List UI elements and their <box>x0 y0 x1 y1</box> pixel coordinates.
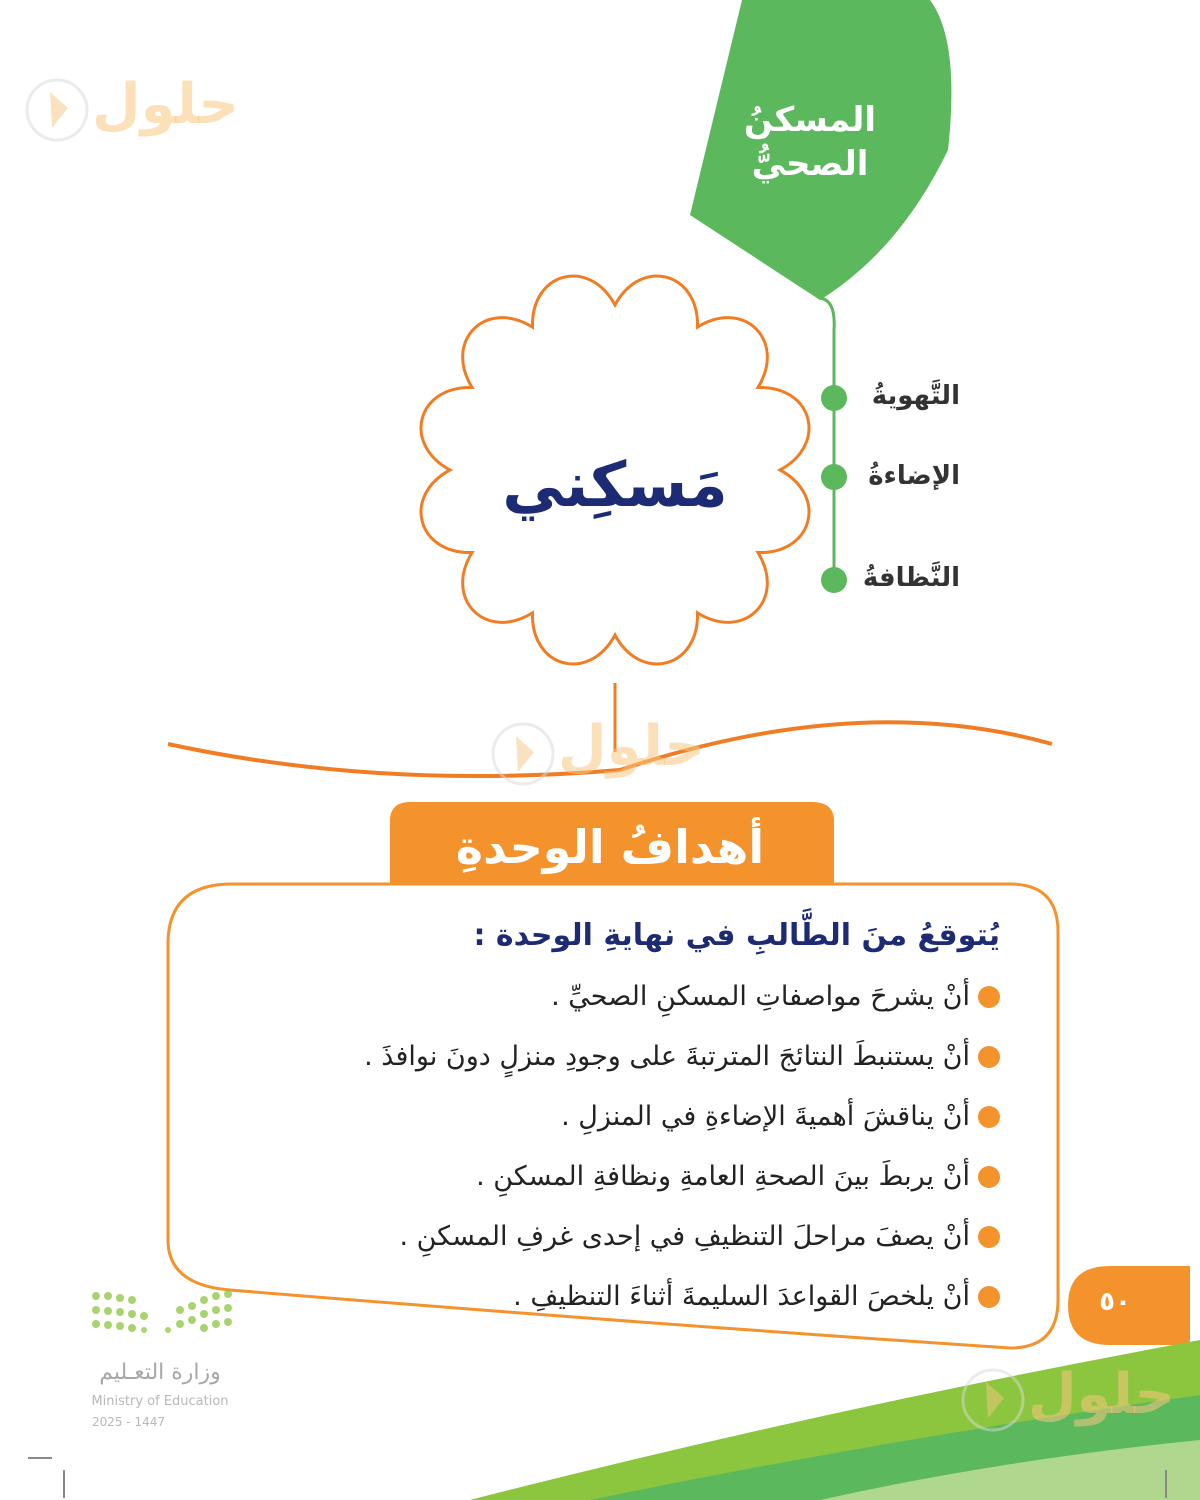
goals-heading: أهدافُ الوحدةِ <box>455 820 765 874</box>
bullet-icon <box>978 1226 1000 1248</box>
ministry-year: 2025 - 1447 <box>92 1415 166 1429</box>
ministry-name-arabic: وزارة التعـليم <box>99 1360 221 1385</box>
goal-text: أنْ يستنبطَ النتائجَ المترتبةَ على وجودِ منزلٍ دونَ نوافذَ . <box>364 1041 970 1072</box>
list-item <box>300 1034 1000 1080</box>
ministry-logo-dots <box>92 1290 232 1333</box>
topic-cleanliness: النَّظافةُ <box>862 563 960 593</box>
watermark-text: حلول <box>1028 1362 1175 1427</box>
watermark-text: حلول <box>558 714 705 779</box>
bullet-icon <box>978 1046 1000 1068</box>
bullet-icon <box>978 1286 1000 1308</box>
list-item <box>300 1154 1000 1200</box>
topic-ventilation: التَّهويةُ <box>871 381 960 411</box>
list-item <box>300 974 1000 1020</box>
unit-title-line: المسكنُ <box>743 100 877 140</box>
list-item <box>300 1214 1000 1260</box>
topic-lighting: الإضاءةُ <box>868 461 960 491</box>
goal-text: أنْ يناقشَ أهميةَ الإضاءةِ في المنزلِ . <box>561 1101 970 1132</box>
goal-text: أنْ يربطَ بينَ الصحةِ العامةِ ونظافةِ المسكنِ . <box>476 1161 970 1192</box>
page-number: ٥٠ <box>1099 1287 1131 1317</box>
goal-text: أنْ يشرحَ مواصفاتِ المسكنِ الصحيِّ . <box>551 981 970 1012</box>
ministry-name-english: Ministry of Education <box>91 1394 229 1409</box>
watermark-badge <box>27 80 87 140</box>
bullet-icon <box>978 1106 1000 1128</box>
list-item <box>300 1094 1000 1140</box>
goals-intro: يُتوقعُ منَ الطَّالبِ في نهايةِ الوحدة : <box>473 918 1000 953</box>
unit-title-line: الصحيُّ <box>751 144 869 184</box>
list-item <box>300 1274 1000 1320</box>
goal-text: أنْ يلخصَ القواعدَ السليمةَ أثناءَ التنظيفِ . <box>513 1281 970 1312</box>
bullet-icon <box>978 986 1000 1008</box>
bullet-icon <box>978 1166 1000 1188</box>
timeline-line <box>820 298 834 590</box>
watermark-text: حلول <box>92 72 239 137</box>
unit-title <box>735 98 885 186</box>
flower-word: مَسكِني <box>502 448 728 521</box>
goal-text: أنْ يصفَ مراحلَ التنظيفِ في إحدى غرفِ المسكنِ . <box>399 1221 970 1252</box>
